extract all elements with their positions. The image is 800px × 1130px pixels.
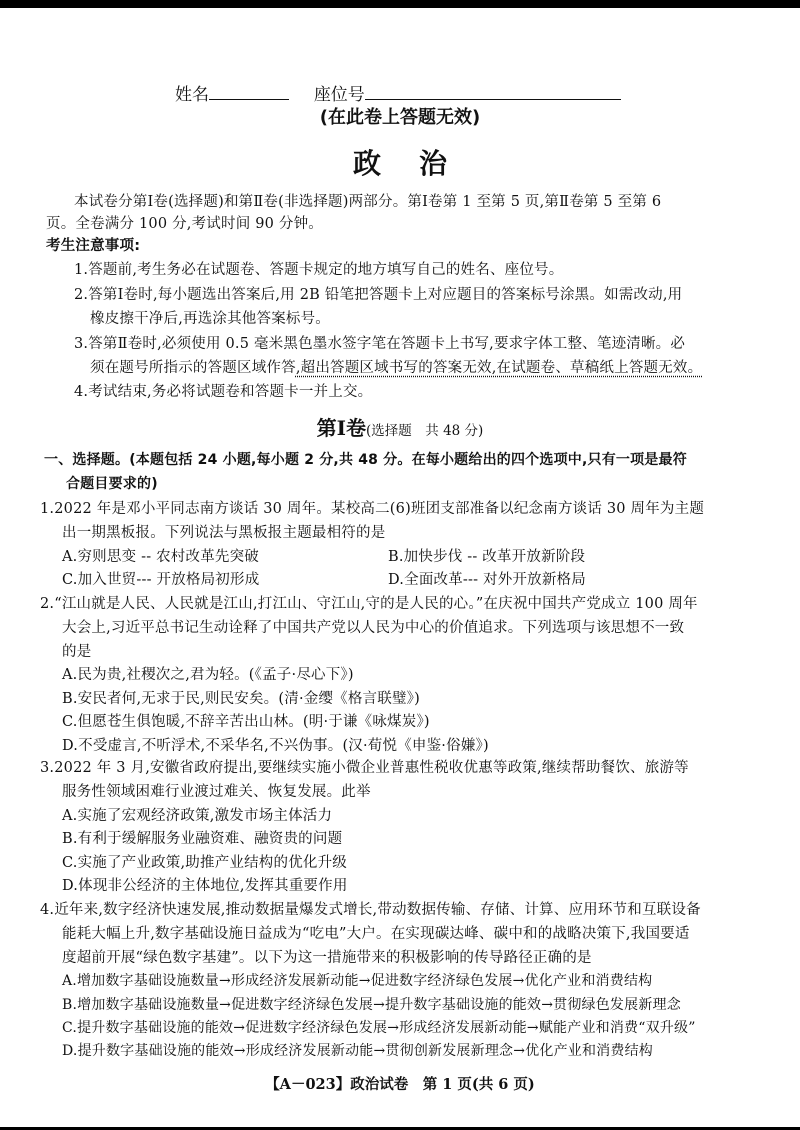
emphasis-dotted: ,超出答题区域书写的答案无效,在试题卷、草稿纸上答题无效。 [295, 360, 703, 376]
q4-option-b: B.增加数字基础设施数量→促进数字经济绿色发展→提升数字基础设施的能效→贯彻绿色发展新理念 [62, 997, 681, 1013]
notices-title: 考生注意事项: [46, 238, 141, 254]
part-heading-line-2: 合题目要求的) [66, 476, 158, 492]
notice-4: 4.考试结束,务必将试题卷和答题卡一并上交。 [74, 384, 373, 400]
notice-2-line-1: 2.答第Ⅰ卷时,每小题选出答案后,用 2B 铅笔把答题卡上对应题目的答案标号涂黑。如需改动,用 [74, 287, 683, 303]
q4-stem-3: 度超前开展“绿色数字基建”。以下为这一措施带来的积极影响的传导路径正确的是 [62, 950, 592, 966]
q2-stem-2: 大会上,习近平总书记生动诠释了中国共产党以人民为中心的价值追求。下列选项与该思想不一致 [62, 620, 685, 636]
part-heading-line-1: 一、选择题。(本题包括 24 小题,每小题 2 分,共 48 分。在每小题给出的四个选项中,只有一项是最符 [44, 452, 687, 468]
intro-line-1: 本试卷分第Ⅰ卷(选择题)和第Ⅱ卷(非选择题)两部分。第Ⅰ卷第 1 至第 5 页,第Ⅱ卷第 5 至第 6 [74, 194, 662, 210]
q4-option-d: D.提升数字基础设施的能效→形成经济发展新动能→贯彻创新发展新理念→优化产业和消费结构 [62, 1043, 653, 1059]
q4-stem-1: 4.近年来,数字经济快速发展,推动数据量爆发式增长,带动数据传输、存储、计算、应用环节和互联设备 [40, 902, 701, 918]
notice-3-line-2: 须在题号所指示的答题区域作答,超出答题区域书写的答案无效,在试题卷、草稿纸上答题无效。 [90, 360, 703, 376]
name-field [209, 85, 289, 100]
q2-option-d: D.不受虚言,不听浮术,不采华名,不兴伪事。(汉·荀悦《申鉴·俗嫌》) [62, 738, 489, 754]
q3-option-b: B.有利于缓解服务业融资难、融资贵的问题 [62, 831, 343, 847]
q1-stem-2: 出一期黑板报。下列说法与黑板报主题最相符的是 [62, 525, 386, 541]
intro-line-2: 页。全卷满分 100 分,考试时间 90 分钟。 [46, 216, 323, 232]
section-title: 第Ⅰ卷(选择题 共 48 分) [316, 416, 484, 440]
q2-stem-1: 2.“江山就是人民、人民就是江山,打江山、守江山,守的是人民的心。”在庆祝中国共产党成立 100 周年 [40, 596, 698, 612]
page-footer: 【A－023】政治试卷 第 1 页(共 6 页) [265, 1076, 535, 1093]
q4-stem-2: 能耗大幅上升,数字基础设施日益成为“吃电”大户。在实现碳达峰、碳中和的战略决策下,我国要适 [62, 926, 690, 942]
q3-option-a: A.实施了宏观经济政策,激发市场主体活力 [62, 808, 333, 824]
seat-label: 座位号 [313, 85, 365, 105]
q4-option-a: A.增加数字基础设施数量→形成经济发展新动能→促进数字经济绿色发展→优化产业和消费结构 [62, 973, 653, 989]
invalid-note: (在此卷上答题无效) [319, 107, 481, 128]
q1-option-b: B.加快步伐 -- 改革开放新阶段 [388, 549, 586, 565]
q4-option-c: C.提升数字基础设施的能效→促进数字经济绿色发展→形成经济发展新动能→赋能产业和消费“双升级” [62, 1020, 696, 1036]
q1-option-d: D.全面改革--- 对外开放新格局 [388, 572, 586, 588]
notice-1: 1.答题前,考生务必在试题卷、答题卡规定的地方填写自己的姓名、座位号。 [74, 262, 564, 278]
q3-stem-1: 3.2022 年 3 月,安徽省政府提出,要继续实施小微企业普惠性税收优惠等政策,继续帮助餐饮、旅游等 [40, 760, 689, 776]
seat-field [365, 85, 621, 100]
q3-option-d: D.体现非公经济的主体地位,发挥其重要作用 [62, 878, 348, 894]
subject-title: 政治 [352, 147, 485, 180]
q2-option-c: C.但愿苍生俱饱暖,不辞辛苦出山林。(明·于谦《咏煤炭》) [62, 714, 430, 730]
notice-3-line-1: 3.答第Ⅱ卷时,必须使用 0.5 毫米黑色墨水签字笔在答题卡上书写,要求字体工整、笔迹清晰。必 [74, 336, 686, 352]
q2-stem-3: 的是 [62, 644, 92, 660]
q2-option-a: A.民为贵,社稷次之,君为轻。(《孟子·尽心下》) [62, 667, 354, 683]
name-label: 姓名 [175, 85, 209, 105]
q3-stem-2: 服务性领域困难行业渡过难关、恢复发展。此举 [62, 784, 371, 800]
name-seat-row [175, 80, 621, 105]
notice-2-line-2: 橡皮擦干净后,再选涂其他答案标号。 [90, 311, 331, 327]
q2-option-b: B.安民者何,无求于民,则民安矣。(清·金缨《格言联璧》) [62, 691, 420, 707]
q3-option-c: C.实施了产业政策,助推产业结构的优化升级 [62, 855, 347, 871]
top-border [0, 0, 800, 8]
q1-option-c: C.加入世贸--- 开放格局初形成 [62, 572, 260, 588]
q1-stem-1: 1.2022 年是邓小平同志南方谈话 30 周年。某校高二(6)班团支部准备以纪念南方谈话 30 周年为主题 [40, 501, 705, 517]
q1-option-a: A.穷则思变 -- 农村改革先突破 [62, 549, 259, 565]
